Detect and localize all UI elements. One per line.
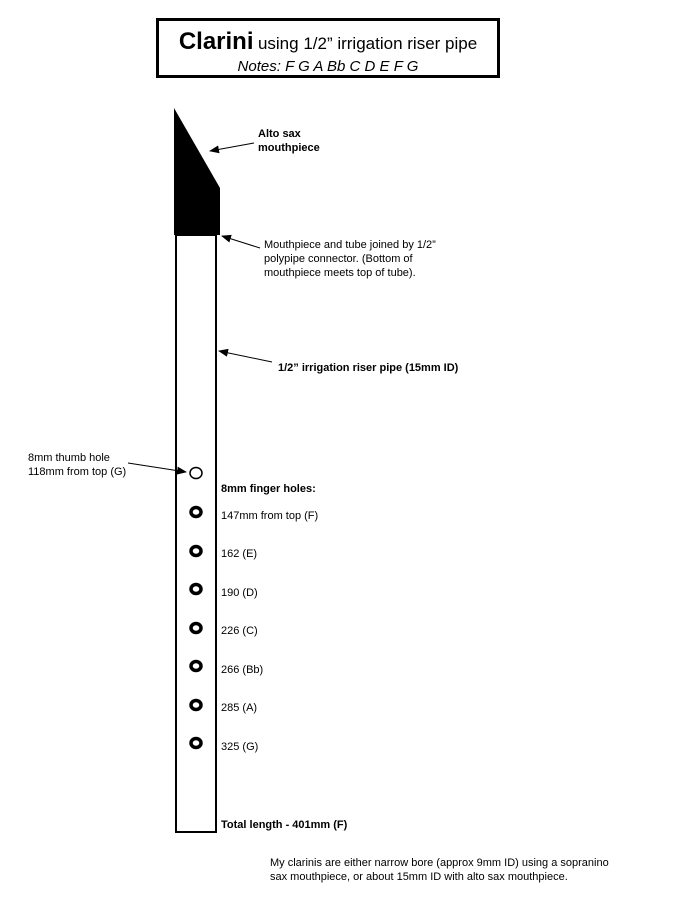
mouthpiece-label-line1: Alto sax	[258, 128, 301, 140]
pipe-arrow	[219, 351, 272, 362]
joint-label-line3: mouthpiece meets top of tube).	[264, 267, 416, 279]
mouthpiece-shape	[174, 108, 220, 235]
thumb-hole	[190, 468, 202, 479]
finger-hole-label: 325 (G)	[221, 741, 259, 753]
footnote-line1: My clarinis are either narrow bore (approx 9mm ID) using a sopranino	[270, 857, 609, 869]
finger-hole-label: 162 (E)	[221, 548, 258, 560]
pipe-label: 1/2” irrigation riser pipe (15mm ID)	[278, 362, 459, 374]
finger-hole	[191, 547, 201, 556]
joint-arrow	[222, 236, 260, 248]
notes-line: Notes: F G A Bb C D E F G	[237, 58, 419, 75]
finger-hole	[191, 701, 201, 710]
finger-hole	[191, 624, 201, 633]
mouthpiece-label-line2: mouthpiece	[258, 142, 320, 154]
finger-hole-label: 147mm from top (F)	[221, 510, 319, 522]
total-length-label: Total length - 401mm (F)	[221, 819, 348, 831]
finger-hole	[191, 508, 201, 517]
title-main: Clarini	[178, 28, 254, 55]
joint-label	[264, 238, 436, 280]
finger-holes-heading: 8mm finger holes:	[221, 483, 316, 495]
thumb-hole-label	[28, 451, 126, 479]
mouthpiece-label	[258, 127, 320, 155]
finger-hole	[191, 662, 201, 671]
finger-holes	[191, 508, 201, 748]
finger-hole-label: 190 (D)	[221, 587, 258, 599]
thumb-hole-arrow	[128, 463, 186, 472]
mouthpiece-arrow	[210, 143, 254, 151]
finger-hole-label: 226 (C)	[221, 625, 258, 637]
finger-hole	[191, 585, 201, 594]
joint-label-line1: Mouthpiece and tube joined by 1/2”	[264, 239, 436, 251]
title-subtitle: using 1/2” irrigation riser pipe	[257, 34, 478, 53]
joint-label-line2: polypipe connector. (Bottom of	[264, 253, 413, 265]
finger-hole-label: 266 (Bb)	[221, 664, 264, 676]
thumb-hole-label-line2: 118mm from top (G)	[28, 466, 127, 478]
footnote	[270, 856, 670, 884]
finger-hole-label: 285 (A)	[221, 702, 258, 714]
finger-hole	[191, 739, 201, 748]
footnote-line2: sax mouthpiece, or about 15mm ID with alto sax mouthpiece.	[270, 871, 568, 883]
thumb-hole-label-line1: 8mm thumb hole	[28, 452, 110, 464]
